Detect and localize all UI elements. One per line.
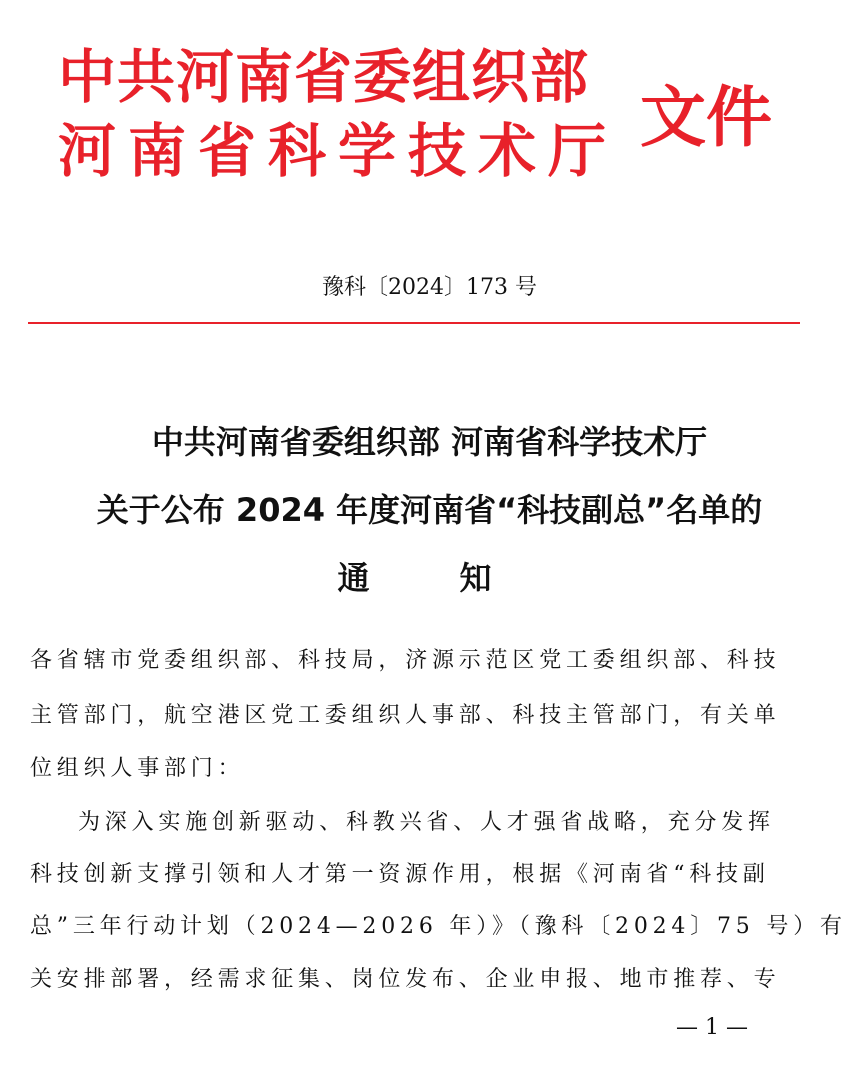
issuer-line-1: 中共河南省委组织部 [58,43,590,111]
body-line-1: 为深入实施创新驱动、科教兴省、人才强省战略，充分发挥 [78,810,775,835]
body-line-4: 关安排部署，经需求征集、岗位发布、企业申报、地市推荐、专 [30,967,781,992]
document-type: 文件 [640,79,772,156]
addressee-line-1: 各省辖市党委组织部、科技局，济源示范区党工委组织部、科技 [30,648,781,673]
title-line-3: 通知 [337,559,582,597]
title-line-1: 中共河南省委组织部 河南省科学技术厅 [151,423,708,461]
page-number: — 1 — [676,1015,748,1040]
issuer-line-2: 河南省科学技术厅 [58,117,619,185]
body-line-2: 科技创新支撑引领和人才第一资源作用，根据《河南省“科技副 [30,862,770,887]
addressee-line-3: 位组织人事部门： [30,756,245,781]
addressee-line-2: 主管部门，航空港区党工委组织人事部、科技主管部门，有关单 [30,703,781,728]
body-line-3: 总”三年行动计划（2024—2026 年）》（豫科〔2024〕75 号）有 [30,914,847,939]
title-line-2: 关于公布 2024 年度河南省“科技副总”名单的 [96,491,763,529]
red-divider [28,322,800,324]
document-number: 豫科〔2024〕173 号 [322,275,537,300]
